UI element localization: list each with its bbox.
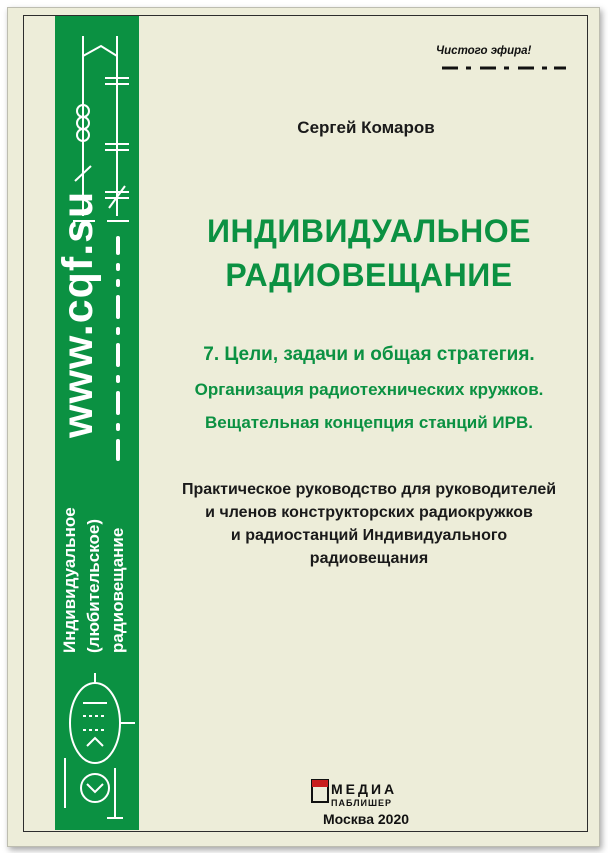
subtitle-line1: 7. Цели, задачи и общая стратегия. — [203, 344, 535, 365]
spine-text-line3: радиовещание — [108, 527, 127, 653]
spine-text-line2: (любительское) — [84, 519, 103, 653]
description-line3: и радиостанций Индивидуального — [230, 527, 508, 544]
spine-text-line1: Индивидуальное — [60, 507, 79, 653]
publisher-logo-icon — [310, 776, 330, 806]
slogan: Чистого эфира! — [436, 45, 532, 57]
author-name: Сергей Комаров — [297, 118, 435, 137]
dashed-line-decoration — [103, 233, 133, 463]
description-line2: и членов конструкторских радиокружков — [205, 504, 533, 521]
website-url: www.cqf.su — [54, 190, 102, 438]
city-year: Москва 2020 — [322, 811, 410, 827]
title-line2: РАДИОВЕЩАНИЕ — [225, 257, 513, 293]
publisher-name-bottom: ПАБЛИШЕР — [331, 798, 393, 808]
publisher-name-top: МЕДИА — [331, 781, 398, 797]
title-line1: ИНДИВИДУАЛЬНОЕ — [207, 213, 531, 249]
description-line1: Практическое руководство для руководителей — [181, 481, 557, 498]
dash-dot-decoration — [440, 64, 568, 72]
subtitle-line3: Вещательная концепция станций ИРВ. — [205, 413, 533, 432]
subtitle-line2: Организация радиотехнических кружков. — [194, 380, 544, 399]
description-line4: радиовещания — [309, 550, 429, 567]
book-cover — [7, 7, 600, 847]
description — [139, 478, 599, 570]
vacuum-tube-icon — [55, 668, 139, 828]
